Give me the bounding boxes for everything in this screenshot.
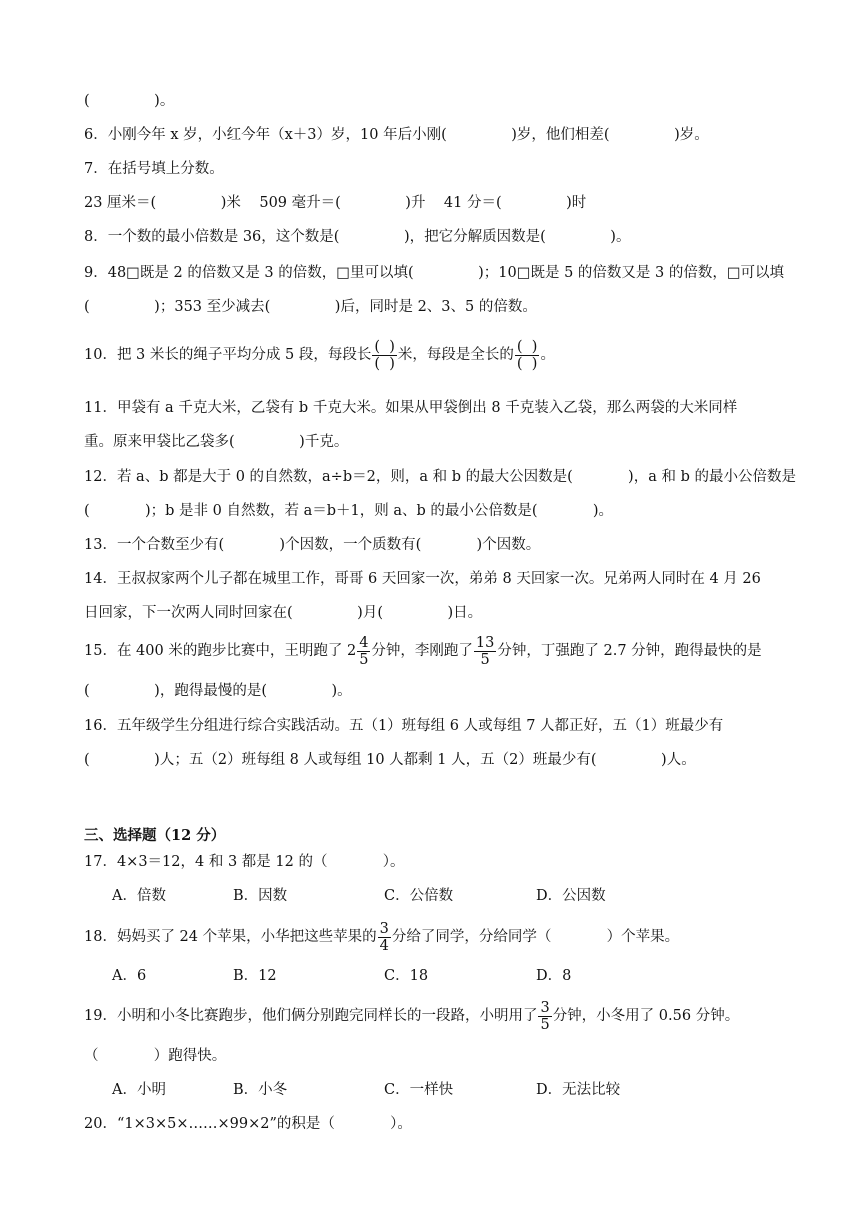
q19-frac-den: 5 bbox=[540, 1016, 550, 1033]
question-11: 11．甲袋有 a 千克大米，乙袋有 b 千克大米。如果从甲袋倒出 8 千克装入乙袋，那么两袋的大米同样 bbox=[84, 400, 738, 416]
q17-option-b[interactable]: B．因数 bbox=[233, 888, 288, 904]
question-9-cont: ( )；353 至少减去( )后，同时是 2、3、5 的倍数。 bbox=[84, 299, 537, 315]
question-15 bbox=[84, 634, 762, 668]
q19-frac-num: 3 bbox=[540, 999, 550, 1016]
question-13: 13．一个合数至少有( )个因数，一个质数有( )个因数。 bbox=[84, 537, 541, 553]
question-6: 6．小刚今年 x 岁，小红今年（x＋3）岁，10 年后小刚( )岁，他们相差( )岁。 bbox=[84, 127, 709, 143]
q17-option-c[interactable]: C．公倍数 bbox=[384, 888, 454, 904]
q18-option-b[interactable]: B．12 bbox=[233, 968, 277, 984]
q19-option-c[interactable]: C．一样快 bbox=[384, 1082, 454, 1098]
q10-frac1-num: ( ) bbox=[374, 338, 395, 355]
q19-option-b[interactable]: B．小冬 bbox=[233, 1082, 288, 1098]
question-7-blanks: 23 厘米＝( )米 509 毫升＝( )升 41 分＝( )时 bbox=[84, 195, 587, 211]
question-7: 7．在括号填上分数。 bbox=[84, 161, 224, 177]
q17-option-d[interactable]: D．公因数 bbox=[536, 888, 606, 904]
q15-text-c: 分钟，丁强跑了 2.7 分钟，跑得最快的是 bbox=[497, 643, 762, 659]
question-18 bbox=[84, 920, 679, 954]
question-19 bbox=[84, 999, 739, 1033]
q15-frac1-num: 4 bbox=[359, 634, 369, 651]
q15-fraction-2 bbox=[474, 635, 496, 668]
q18-option-a[interactable]: A．6 bbox=[112, 968, 147, 984]
q18-frac-den: 4 bbox=[379, 937, 389, 954]
q15-fraction-1 bbox=[357, 635, 370, 668]
q10-text-c: 。 bbox=[540, 347, 555, 363]
q18-options bbox=[112, 966, 812, 986]
q10-fraction-1 bbox=[372, 339, 397, 372]
question-14: 14．王叔叔家两个儿子都在城里工作，哥哥 6 天回家一次，弟弟 8 天回家一次。兄弟两人同时在 4 月 26 bbox=[84, 571, 761, 587]
q15-text-a: 15．在 400 米的跑步比赛中，王明跑了 bbox=[84, 643, 347, 659]
question-9: 9．48□既是 2 的倍数又是 3 的倍数，□里可以填( )；10□既是 5 的倍数又是 3 的倍数，□可以填 bbox=[84, 265, 785, 281]
question-12-cont: ( )；b 是非 0 自然数，若 a＝b＋1，则 a、b 的最小公倍数是( )。 bbox=[84, 503, 613, 519]
q18-option-c[interactable]: C．18 bbox=[384, 968, 429, 984]
q15-text-b: 分钟，李刚跑了 bbox=[371, 643, 473, 659]
q18-text-a: 18．妈妈买了 24 个苹果，小华把这些苹果的 bbox=[84, 929, 377, 945]
q19-option-a[interactable]: A．小明 bbox=[112, 1082, 166, 1098]
q17-options bbox=[112, 886, 812, 906]
q18-frac-num: 3 bbox=[379, 920, 389, 937]
q10-text-a: 10．把 3 米长的绳子平均分成 5 段，每段长 bbox=[84, 347, 372, 363]
question-20: 20．“1×3×5×……×99×2”的积是（ ）。 bbox=[84, 1116, 412, 1132]
q15-frac1-den: 5 bbox=[359, 651, 369, 668]
q15-frac2-den: 5 bbox=[480, 651, 490, 668]
q19-text-b: 分钟，小冬用了 0.56 分钟。 bbox=[552, 1008, 740, 1024]
question-8: 8．一个数的最小倍数是 36，这个数是( )，把它分解质因数是( )。 bbox=[84, 229, 631, 245]
question-10 bbox=[84, 338, 555, 372]
q19-text-a: 19．小明和小冬比赛跑步，他们俩分别跑完同样长的一段路，小明用了 bbox=[84, 1008, 538, 1024]
q17-option-a[interactable]: A．倍数 bbox=[112, 888, 166, 904]
q10-frac2-num: ( ) bbox=[516, 338, 538, 355]
section-3-heading: 三、选择题（12 分） bbox=[84, 827, 226, 844]
q10-text-b: 米，每段是全长的 bbox=[397, 347, 514, 363]
q15-whole: 2 bbox=[346, 643, 357, 659]
question-16: 16．五年级学生分组进行综合实践活动。五（1）班每组 6 人或每组 7 人都正好，五（1）班最少有 bbox=[84, 718, 724, 734]
q18-text-b: 分给了同学，分给同学（ ）个苹果。 bbox=[391, 929, 680, 945]
question-14-cont: 日回家，下一次两人同时回家在( )月( )日。 bbox=[84, 605, 483, 621]
q10-fraction-2 bbox=[515, 339, 540, 372]
q19-options bbox=[112, 1080, 812, 1100]
q15-frac2-num: 13 bbox=[475, 634, 495, 651]
question-16-cont: ( )人；五（2）班每组 8 人或每组 10 人都剩 1 人，五（2）班最少有( )人。 bbox=[84, 752, 696, 768]
q5-tail: ( )。 bbox=[84, 93, 175, 109]
q10-frac1-den: ( ) bbox=[374, 355, 395, 372]
question-19-cont: （ ）跑得快。 bbox=[84, 1048, 227, 1064]
question-11-cont: 重。原来甲袋比乙袋多( )千克。 bbox=[84, 434, 349, 450]
q18-fraction bbox=[378, 921, 391, 954]
question-15-cont: ( )，跑得最慢的是( )。 bbox=[84, 683, 352, 699]
question-17: 17．4×3＝12，4 和 3 都是 12 的（ ）。 bbox=[84, 854, 405, 870]
q19-fraction bbox=[538, 1000, 551, 1033]
question-12: 12．若 a、b 都是大于 0 的自然数，a÷b＝2，则，a 和 b 的最大公因数是( )，a 和 b 的最小公倍数是 bbox=[84, 469, 796, 485]
q19-option-d[interactable]: D．无法比较 bbox=[536, 1082, 621, 1098]
q10-frac2-den: ( ) bbox=[516, 355, 538, 372]
q18-option-d[interactable]: D．8 bbox=[536, 968, 572, 984]
